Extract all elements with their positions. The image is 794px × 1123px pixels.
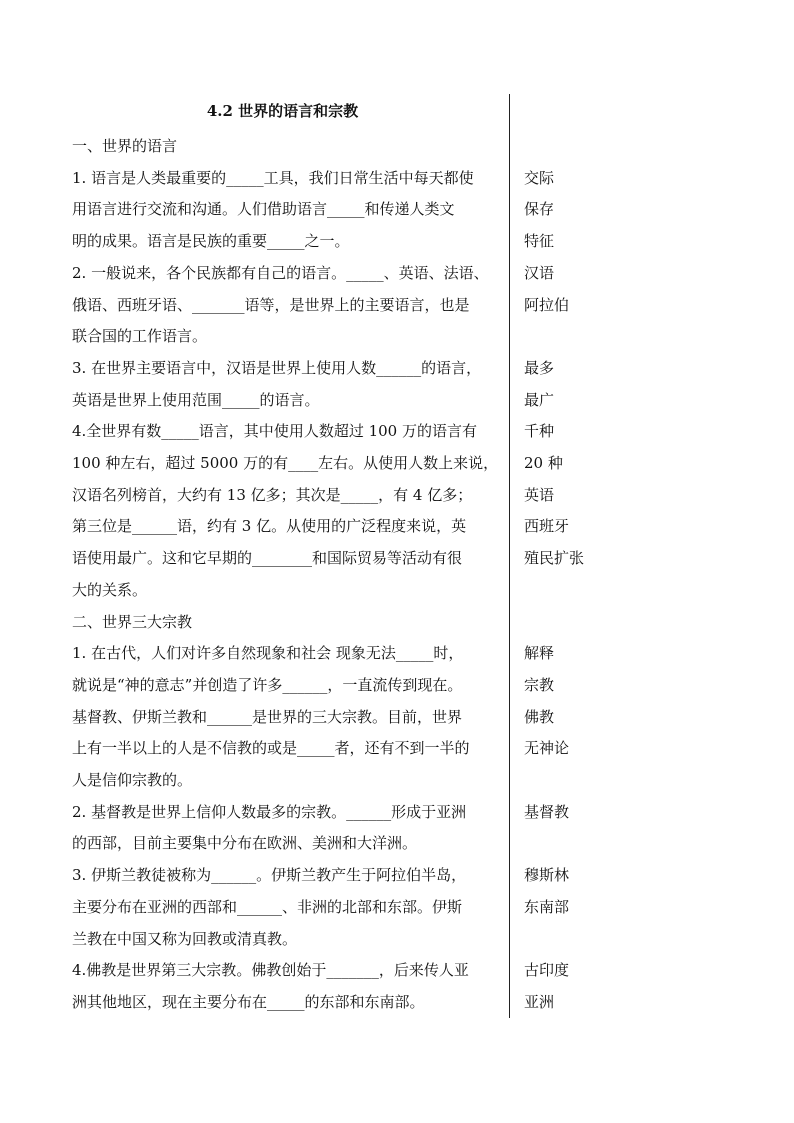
answer-item: 亚洲: [524, 992, 555, 1011]
text-line: 100 种左右，超过 5000 万的有____左右。从使用人数上来说，: [72, 454, 499, 472]
answer-item: 最多: [524, 358, 555, 377]
text-line: 基督教、伊斯兰教和______是世界的三大宗教。目前，世界: [72, 707, 463, 726]
answer-item: 英语: [524, 485, 555, 504]
text-line: 4.佛教是世界第三大宗教。佛教创始于_______，后来传人亚: [72, 961, 469, 980]
answer-item: 基督教: [524, 802, 570, 821]
text-line: 二、世界三大宗教: [72, 612, 193, 631]
text-line: 1. 语言是人类最重要的_____工具，我们日常生活中每天都使: [72, 168, 474, 187]
answer-item: 解释: [524, 644, 555, 663]
text-line: 4.全世界有数_____语言，其中使用人数超过 100 万的语言有: [72, 422, 477, 441]
answer-item: 古印度: [524, 961, 570, 980]
answer-item: 千种: [524, 422, 555, 441]
answer-item: 无神论: [524, 739, 570, 758]
answer-item: 最广: [524, 390, 555, 409]
answer-item: 西班牙: [524, 517, 570, 536]
answer-item: 阿拉伯: [524, 295, 570, 314]
worksheet-title: 4.2 世界的语言和宗教: [206, 102, 359, 120]
text-line: 的西部，目前主要集中分布在欧洲、美洲和大洋洲。: [72, 834, 418, 853]
text-line: 一、世界的语言: [72, 137, 178, 155]
answer-item: 东南部: [524, 897, 570, 916]
text-line: 主要分布在亚洲的西部和______、非洲的北部和东部。伊斯: [72, 897, 463, 916]
text-line: 人是信仰宗教的。: [72, 771, 193, 789]
answer-item: 宗教: [524, 675, 555, 694]
text-line: 3. 伊斯兰教徒被称为______。伊斯兰教产生于阿拉伯半岛，: [72, 866, 467, 885]
answer-item: 佛教: [524, 707, 555, 726]
text-line: 第三位是______语，约有 3 亿。从使用的广泛程度来说，英: [72, 517, 467, 536]
text-line: 俄语、西班牙语、_______语等，是世界上的主要语言，也是: [72, 295, 470, 314]
text-line: 兰教在中国又称为回教或清真教。: [72, 929, 298, 948]
answer-item: 殖民扩张: [524, 549, 585, 568]
text-line: 2. 基督教是世界上信仰人数最多的宗教。______形成于亚洲: [72, 802, 467, 821]
text-line: 上有一半以上的人是不信教的或是_____者，还有不到一半的: [72, 739, 470, 758]
text-line: 3. 在世界主要语言中，汉语是世界上使用人数______的语言，: [72, 358, 482, 377]
text-line: 联合国的工作语言。: [72, 327, 208, 346]
text-line: 明的成果。语言是民族的重要_____之一。: [72, 232, 350, 251]
answer-item: 穆斯林: [524, 866, 570, 885]
text-line: 用语言进行交流和沟通。人们借助语言_____和传递人类文: [72, 200, 455, 219]
column-divider: [509, 94, 510, 1018]
answer-item: 保存: [524, 200, 555, 219]
answer-item: 特征: [524, 232, 555, 251]
text-line: 大的关系。: [72, 580, 148, 599]
answer-item: 交际: [524, 168, 555, 187]
text-line: 英语是世界上使用范围_____的语言。: [72, 390, 320, 409]
answer-item: 汉语: [524, 263, 555, 282]
text-line: 语使用最广。这和它早期的________和国际贸易等活动有很: [72, 549, 463, 568]
text-line: 2. 一般说来，各个民族都有自己的语言。_____、英语、法语、: [72, 263, 489, 282]
text-line: 1. 在古代，人们对许多自然现象和社会 现象无法_____时，: [72, 644, 464, 663]
text-line: 洲其他地区，现在主要分布在_____的东部和东南部。: [72, 992, 425, 1011]
text-line: 汉语名列榜首，大约有 13 亿多；其次是_____，有 4 亿多；: [72, 485, 473, 504]
text-line: 就说是“神的意志”并创造了许多______，一直流传到现在。: [72, 675, 463, 694]
answer-item: 20 种: [524, 454, 563, 472]
